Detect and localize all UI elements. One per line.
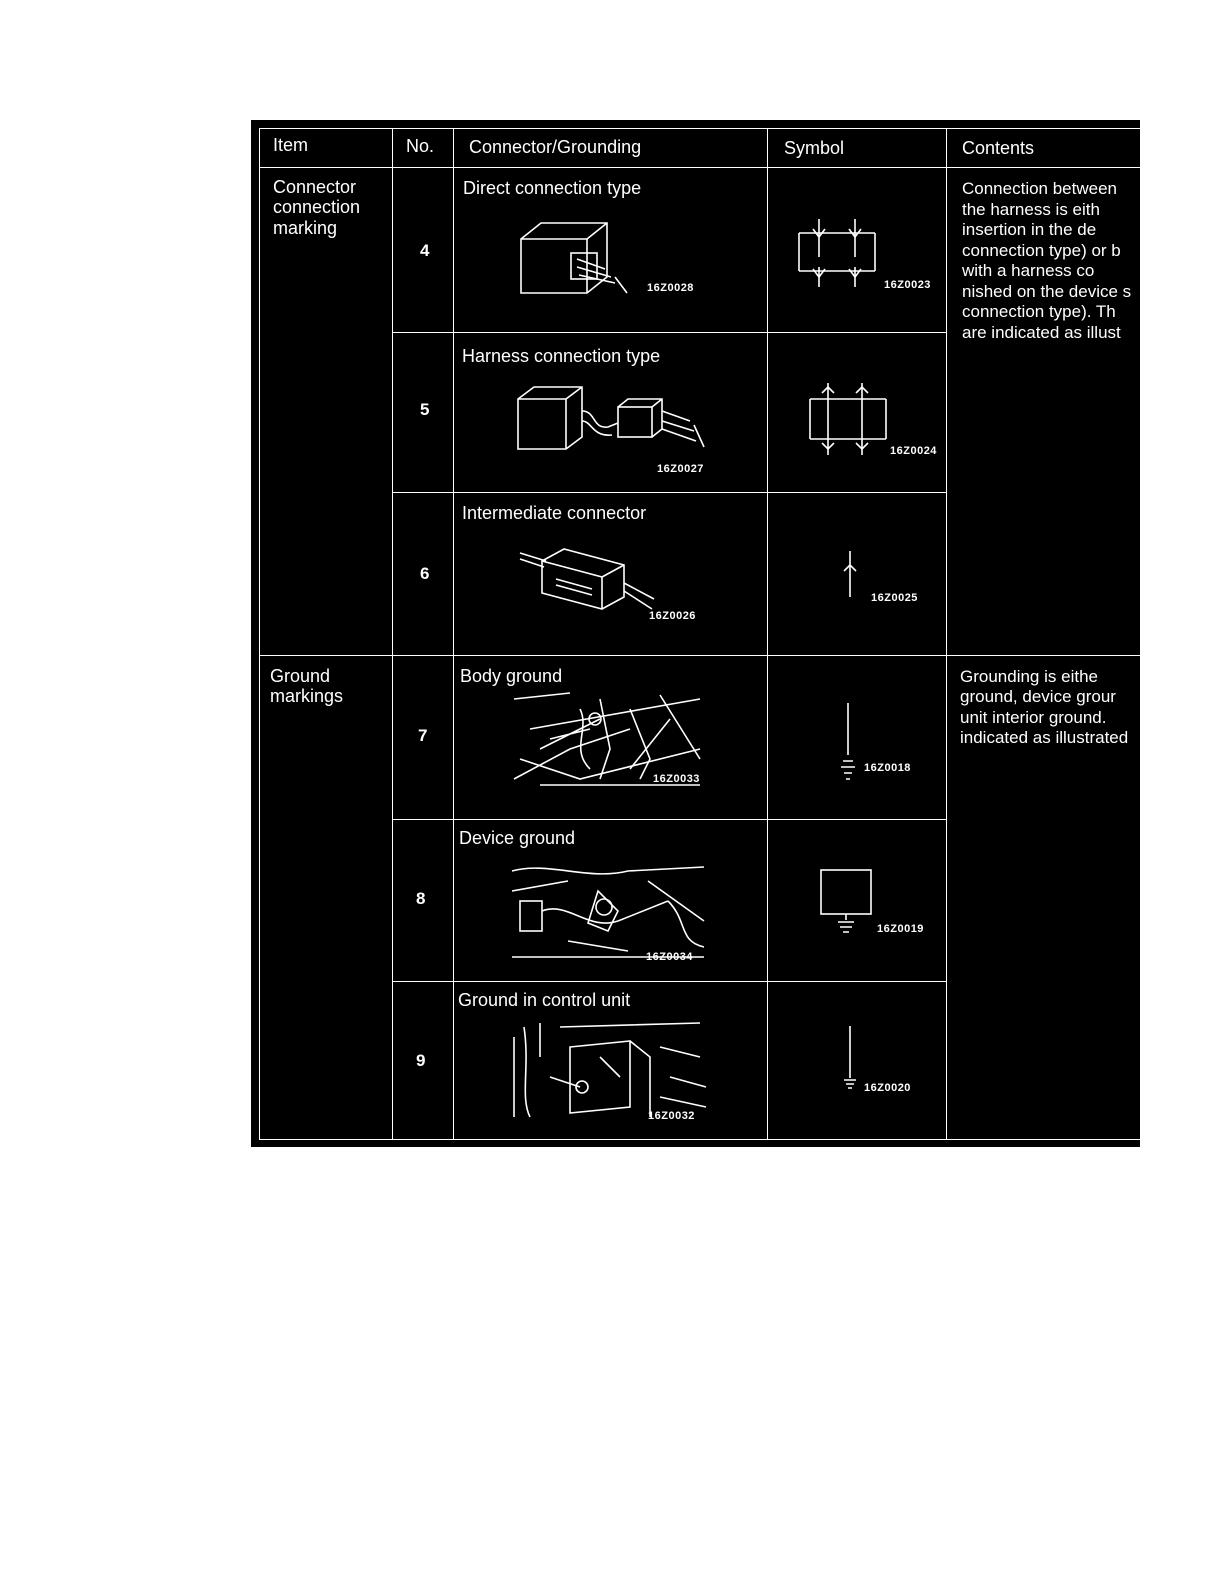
row-number: 9: [416, 1051, 426, 1070]
device-ground-symbol-icon: [817, 866, 877, 936]
control-unit-ground-symbol-icon: [840, 1024, 860, 1094]
contents-line: nished on the device s: [962, 282, 1132, 301]
row-number: 7: [418, 726, 428, 745]
row-number: 6: [420, 564, 430, 583]
contents-line: are indicated as illust: [962, 323, 1121, 342]
item-label: connection: [273, 197, 361, 217]
item-label: Ground: [270, 666, 331, 686]
row-divider: [392, 332, 946, 333]
figure-code: 16Z0032: [648, 1110, 695, 1122]
figure-code: 16Z0026: [649, 610, 696, 622]
contents-line: indicated as illustrated: [960, 728, 1129, 747]
symbol-code: 16Z0018: [864, 762, 911, 774]
column-divider: [453, 129, 454, 1139]
row-title: Ground in control unit: [458, 990, 631, 1010]
symbol-code: 16Z0024: [890, 445, 937, 457]
row-number: 8: [416, 889, 426, 908]
intermediate-connector-symbol-icon: [840, 549, 860, 599]
column-divider: [392, 129, 393, 1139]
group-divider: [260, 655, 1140, 656]
symbol-code: 16Z0020: [864, 1082, 911, 1094]
item-label: Connector: [273, 177, 357, 197]
item-label: markings: [270, 686, 344, 706]
contents-line: unit interior ground.: [960, 708, 1107, 727]
intermediate-connector-icon: [516, 539, 666, 629]
figure-code: 16Z0033: [653, 773, 700, 785]
contents-line: connection type) or b: [962, 241, 1121, 260]
symbol-code: 16Z0025: [871, 592, 918, 604]
header-item: Item: [273, 135, 309, 155]
harness-connection-symbol-icon: [806, 375, 896, 465]
body-ground-symbol-icon: [838, 701, 858, 781]
contents-line: Grounding is eithe: [960, 667, 1098, 686]
symbol-code: 16Z0023: [884, 279, 931, 291]
scanned-table-image: [251, 120, 1140, 1147]
header-contents: Contents: [962, 138, 1035, 158]
contents-line: with a harness co: [962, 261, 1095, 280]
row-title: Intermediate connector: [462, 503, 647, 523]
row-number: 5: [420, 400, 430, 419]
figure-code: 16Z0028: [647, 282, 694, 294]
row-divider: [392, 819, 946, 820]
item-label: marking: [273, 218, 338, 238]
header-divider: [260, 167, 1140, 168]
control-unit-ground-illustration: [510, 1017, 710, 1121]
contents-line: connection type). Th: [962, 302, 1116, 321]
contents-line: ground, device grour: [960, 687, 1116, 706]
figure-code: 16Z0034: [646, 951, 693, 963]
column-divider: [946, 129, 947, 1139]
row-title: Direct connection type: [463, 178, 642, 198]
direct-connection-connector-icon: [515, 217, 635, 297]
column-divider: [767, 129, 768, 1139]
harness-connection-connector-icon: [512, 381, 712, 461]
direct-connection-symbol-icon: [795, 207, 885, 287]
contents-line: the harness is eith: [962, 200, 1100, 219]
header-no: No.: [406, 136, 435, 156]
header-connector-grounding: Connector/Grounding: [469, 137, 642, 157]
header-symbol: Symbol: [784, 138, 845, 158]
row-divider: [392, 492, 946, 493]
contents-line: insertion in the de: [962, 220, 1097, 239]
figure-code: 16Z0027: [657, 463, 704, 475]
symbol-code: 16Z0019: [877, 923, 924, 935]
connector-grounding-table: [259, 128, 1140, 1140]
row-title: Device ground: [459, 828, 576, 848]
row-divider: [392, 981, 946, 982]
row-number: 4: [420, 241, 430, 260]
row-title: Harness connection type: [462, 346, 661, 366]
device-ground-illustration: [508, 861, 708, 961]
row-title: Body ground: [460, 666, 563, 686]
contents-line: Connection between: [962, 179, 1118, 198]
